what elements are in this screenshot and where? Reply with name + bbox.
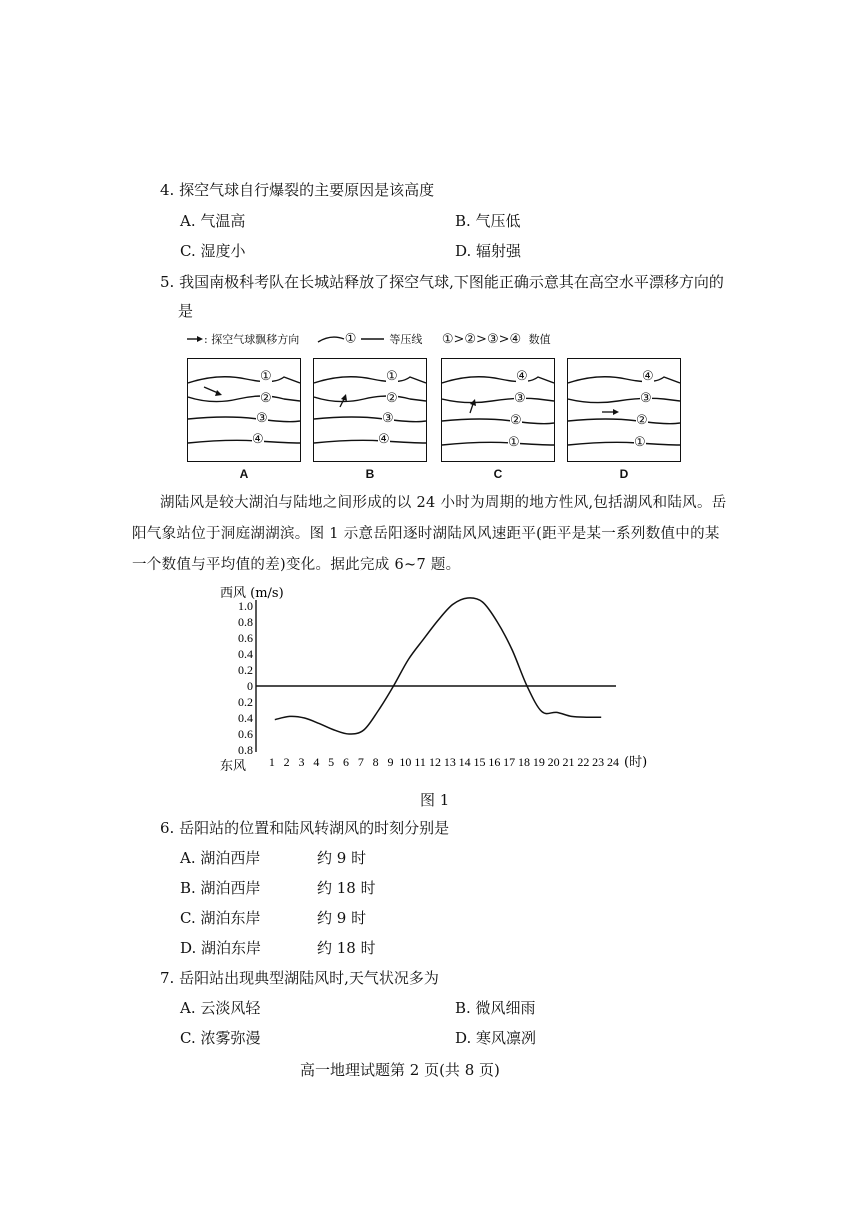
map-c-num-3: ③ (514, 391, 526, 406)
y-tick-label: 0.6 (238, 727, 253, 741)
question-7-stem: 7. 岳阳站出现典型湖陆风时,天气状况多为 (160, 969, 439, 987)
q4-option-d: D. 辐射强 (455, 242, 522, 260)
x-tick-label: 23 (592, 755, 605, 769)
map-d-num-1: ① (634, 435, 646, 450)
isobar-sample-icon (317, 334, 345, 344)
y-tick-label: 0.4 (238, 711, 253, 725)
question-5-stem-line2: 是 (178, 302, 194, 320)
x-tick-label: 1 (268, 755, 275, 769)
q7-option-b: B. 微风细雨 (455, 999, 536, 1017)
legend-isobar-marker: ① (344, 331, 357, 347)
legend-arrow-text: : 探空气球飘移方向 (204, 333, 300, 346)
y-tick-label: 0.6 (238, 631, 253, 645)
q4-option-a: A. 气温高 (180, 212, 246, 230)
y-tick-label: 0.4 (238, 647, 253, 661)
q6-option-b: B. 湖泊西岸 (180, 879, 261, 897)
x-tick-label: 2 (283, 755, 290, 769)
question-6-stem: 6. 岳阳站的位置和陆风转湖风的时刻分别是 (160, 819, 450, 837)
q6-option-b-time: 约 18 时 (317, 879, 376, 897)
x-tick-label: 14 (458, 755, 471, 769)
map-d-label: D (619, 467, 629, 481)
q6-option-a-time: 约 9 时 (317, 849, 367, 867)
x-tick-label: 7 (357, 755, 364, 769)
map-a-num-1: ① (260, 369, 272, 384)
legend-isobar-text: 等压线 (389, 333, 423, 346)
map-legend (186, 331, 551, 347)
x-tick-label: 19 (532, 755, 545, 769)
map-d-num-3: ③ (640, 391, 652, 406)
x-tick-label: 17 (503, 755, 516, 769)
x-tick-label: 24 (607, 755, 619, 769)
map-b-num-4: ④ (378, 432, 390, 447)
x-tick-label: 6 (343, 755, 349, 769)
y-tick-label: 0 (247, 679, 253, 693)
map-c-num-2: ② (510, 413, 522, 428)
y-tick-label: 0.2 (238, 663, 253, 677)
y-tick-label: 0.8 (238, 615, 253, 629)
question-4-stem: 4. 探空气球自行爆裂的主要原因是该高度 (160, 181, 435, 199)
x-tick-label: 5 (328, 755, 335, 769)
map-a-num-3: ③ (256, 411, 268, 426)
x-tick-label: 4 (313, 755, 320, 769)
legend-value-text: 数值 (528, 333, 551, 346)
x-tick-label: 15 (473, 755, 486, 769)
q4-option-b: B. 气压低 (455, 212, 521, 230)
y-axis-title-west: 西风 (m/s) (220, 586, 284, 601)
x-tick-label: 13 (443, 755, 456, 769)
q6-option-d: D. 湖泊东岸 (180, 939, 262, 957)
passage-line-3: 一个数值与平均值的差)变化。据此完成 6~7 题。 (132, 557, 461, 573)
y-tick-label: 0.8 (238, 743, 253, 757)
x-tick-label: 22 (577, 755, 590, 769)
map-a-num-2: ② (260, 391, 272, 406)
map-b-num-1: ① (386, 369, 398, 384)
map-a-num-4: ④ (252, 432, 264, 447)
drift-arrow-b-icon (341, 394, 347, 401)
map-a-label: A (239, 467, 249, 481)
x-tick-label: 9 (387, 755, 394, 769)
map-c-label: C (493, 467, 503, 481)
x-tick-label: 21 (562, 755, 575, 769)
wind-anomaly-chart (218, 584, 658, 776)
page-footer: 高一地理试题第 2 页(共 8 页) (300, 1061, 500, 1079)
q7-option-d: D. 寒风凛冽 (455, 1029, 537, 1047)
wind-anomaly-series-line (275, 598, 601, 734)
map-c-num-4: ④ (516, 369, 528, 384)
x-tick-label: 12 (429, 755, 441, 769)
x-tick-label: 10 (399, 755, 412, 769)
map-b-label: B (365, 467, 375, 481)
isobar-map-c (441, 358, 555, 462)
y-axis-title-east: 东风 (220, 759, 247, 774)
q6-option-d-time: 约 18 时 (317, 939, 376, 957)
q6-option-c: C. 湖泊东岸 (180, 909, 261, 927)
legend-order-text: ①>②>③>④ (441, 331, 522, 347)
figure-caption: 图 1 (420, 791, 450, 809)
isobar-map-a (187, 358, 301, 462)
passage-line-2: 阳气象站位于洞庭湖湖滨。图 1 示意岳阳逐时湖陆风风速距平(距平是某一系列数值中的某 (132, 526, 720, 542)
drift-arrow-a-icon (215, 390, 222, 396)
q4-option-c: C. 湿度小 (180, 242, 246, 260)
y-tick-label: 1.0 (238, 599, 253, 613)
x-tick-label: 16 (488, 755, 501, 769)
x-tick-label: 18 (518, 755, 530, 769)
drift-arrow-icon (186, 334, 204, 344)
x-tick-label: 11 (414, 755, 426, 769)
map-c-num-1: ① (508, 435, 520, 450)
q7-option-c: C. 浓雾弥漫 (180, 1029, 261, 1047)
map-d-num-4: ④ (642, 369, 654, 384)
map-b-num-3: ③ (382, 411, 394, 426)
map-b-num-2: ② (386, 391, 398, 406)
drift-arrow-d-icon (613, 409, 619, 415)
isobar-map-d (567, 358, 681, 462)
y-tick-label: 0.2 (238, 695, 253, 709)
q6-option-c-time: 约 9 时 (317, 909, 367, 927)
x-tick-label: 8 (372, 755, 379, 769)
map-d-num-2: ② (636, 413, 648, 428)
x-tick-label: 20 (547, 755, 560, 769)
isobar-map-b (313, 358, 427, 462)
x-tick-label: 3 (298, 755, 305, 769)
isobar-sample-tail-icon (360, 334, 386, 344)
passage-line-1: 湖陆风是较大湖泊与陆地之间形成的以 24 小时为周期的地方性风,包括湖风和陆风。岳 (160, 495, 727, 511)
x-axis-unit: (时) (624, 755, 648, 770)
q6-option-a: A. 湖泊西岸 (180, 849, 261, 867)
question-5-stem-line1: 5. 我国南极科考队在长城站释放了探空气球,下图能正确示意其在高空水平漂移方向的 (160, 273, 724, 291)
q7-option-a: A. 云淡风轻 (180, 999, 261, 1017)
